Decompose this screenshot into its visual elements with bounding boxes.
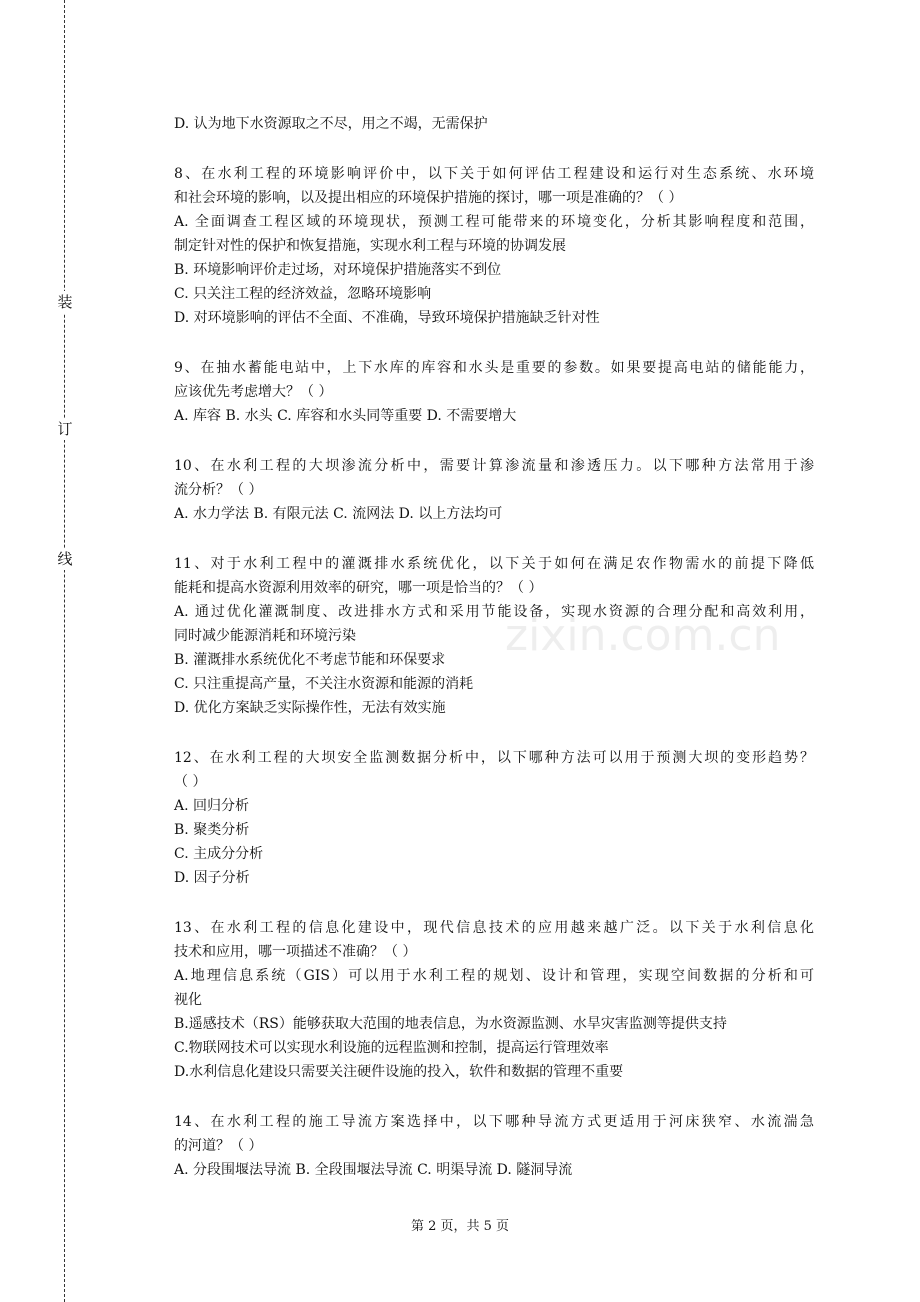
watermark: zixin.com.cn [505,610,781,661]
q10-options: A. 水力学法 B. 有限元法 C. 流网法 D. 以上方法均可 [174,506,503,522]
q12-option-d: D. 因子分析 [174,870,250,886]
question-8 [174,162,814,330]
question-9 [174,356,814,428]
q14-options: A. 分段围堰法导流 B. 全段围堰法导流 C. 明渠导流 D. 隧洞导流 [174,1162,573,1178]
question-13 [174,916,814,1084]
q8-option-c: C. 只关注工程的经济效益，忽略环境影响 [174,286,432,302]
q13-option-a-line2: 视化 [174,992,202,1008]
q8-stem-line1: 8、在水利工程的环境影响评价中，以下关于如何评估工程建设和运行对生态系统、水环境 [174,166,814,182]
q14-stem-line2: 的河道？（ ） [174,1138,263,1154]
binding-dashed-line [64,0,65,1302]
q13-stem-line2: 技术和应用，哪一项描述不准确？（ ） [174,944,417,960]
q11-stem-line1: 11、对于水利工程中的灌溉排水系统优化，以下关于如何在满足农作物需水的前提下降低 [174,556,814,572]
q12-option-c: C. 主成分分析 [174,846,264,862]
question-content [174,112,814,1182]
q9-options: A. 库容 B. 水头 C. 库容和水头同等重要 D. 不需要增大 [174,408,517,424]
q8-option-a-line2: 制定针对性的保护和恢复措施，实现水利工程与环境的协调发展 [174,238,566,254]
q13-stem-line1: 13、在水利工程的信息化建设中，现代信息技术的应用越来越广泛。以下关于水利信息化 [174,920,814,936]
binding-label-zhuang: 装 [55,291,75,313]
binding-label-ding: 订 [55,418,75,440]
q8-option-b: B. 环境影响评价走过场，对环境保护措施落实不到位 [174,262,502,278]
q13-option-c: C.物联网技术可以实现水利设施的远程监测和控制，提高运行管理效率 [174,1040,609,1056]
q11-option-c: C. 只注重提高产量，不关注水资源和能源的消耗 [174,676,474,692]
q11-option-d: D. 优化方案缺乏实际操作性，无法有效实施 [174,700,446,716]
q11-stem-line2: 能耗和提高水资源利用效率的研究，哪一项是恰当的？（ ） [174,580,543,596]
q8-stem-line2: 和社会环境的影响，以及提出相应的环境保护措施的探讨，哪一项是准确的？（ ） [174,190,683,206]
q13-option-d: D.水利信息化建设只需要关注硬件设施的投入，软件和数据的管理不重要 [174,1064,624,1080]
q8-option-d: D. 对环境影响的评估不全面、不准确，导致环境保护措施缺乏针对性 [174,310,600,326]
q8-option-a-line1: A. 全面调查工程区域的环境现状，预测工程可能带来的环境变化，分析其影响程度和范围， [174,214,814,230]
q7-option-d: D. 认为地下水资源取之不尽，用之不竭，无需保护 [174,116,488,132]
q9-stem-line2: 应该优先考虑增大？（ ） [174,384,333,400]
q14-stem-line1: 14、在水利工程的施工导流方案选择中，以下哪种导流方式更适用于河床狭窄、水流湍急 [174,1114,814,1130]
question-14 [174,1110,814,1182]
q12-stem-line1: 12、在水利工程的大坝安全监测数据分析中，以下哪种方法可以用于预测大坝的变形趋势？ [174,750,814,766]
q12-option-a: A. 回归分析 [174,798,250,814]
question-10 [174,454,814,526]
q11-option-b: B. 灌溉排水系统优化不考虑节能和环保要求 [174,652,446,668]
question-12 [174,746,814,890]
q11-option-a-line2: 同时减少能源消耗和环境污染 [174,628,356,644]
q10-stem-line2: 流分析？（ ） [174,482,263,498]
q12-option-b: B. 聚类分析 [174,822,250,838]
binding-label-xian: 线 [55,548,75,570]
q10-stem-line1: 10、在水利工程的大坝渗流分析中，需要计算渗流量和渗透压力。以下哪种方法常用于渗 [174,458,814,474]
question-11 [174,552,814,720]
page-number: 第 2 页，共 5 页 [410,1219,510,1234]
q13-option-a-line1: A.地理信息系统（GIS）可以用于水利工程的规划、设计和管理，实现空间数据的分析和可 [174,968,814,984]
q9-stem-line1: 9、在抽水蓄能电站中，上下水库的库容和水头是重要的参数。如果要提高电站的储能能力， [174,360,814,376]
q12-stem-line2: （ ） [174,774,207,790]
q13-option-b: B.遥感技术（RS）能够获取大范围的地表信息，为水资源监测、水旱灾害监测等提供支持 [174,1016,727,1032]
q11-option-a-line1: A. 通过优化灌溉制度、改进排水方式和采用节能设备，实现水资源的合理分配和高效利用， [174,604,814,620]
